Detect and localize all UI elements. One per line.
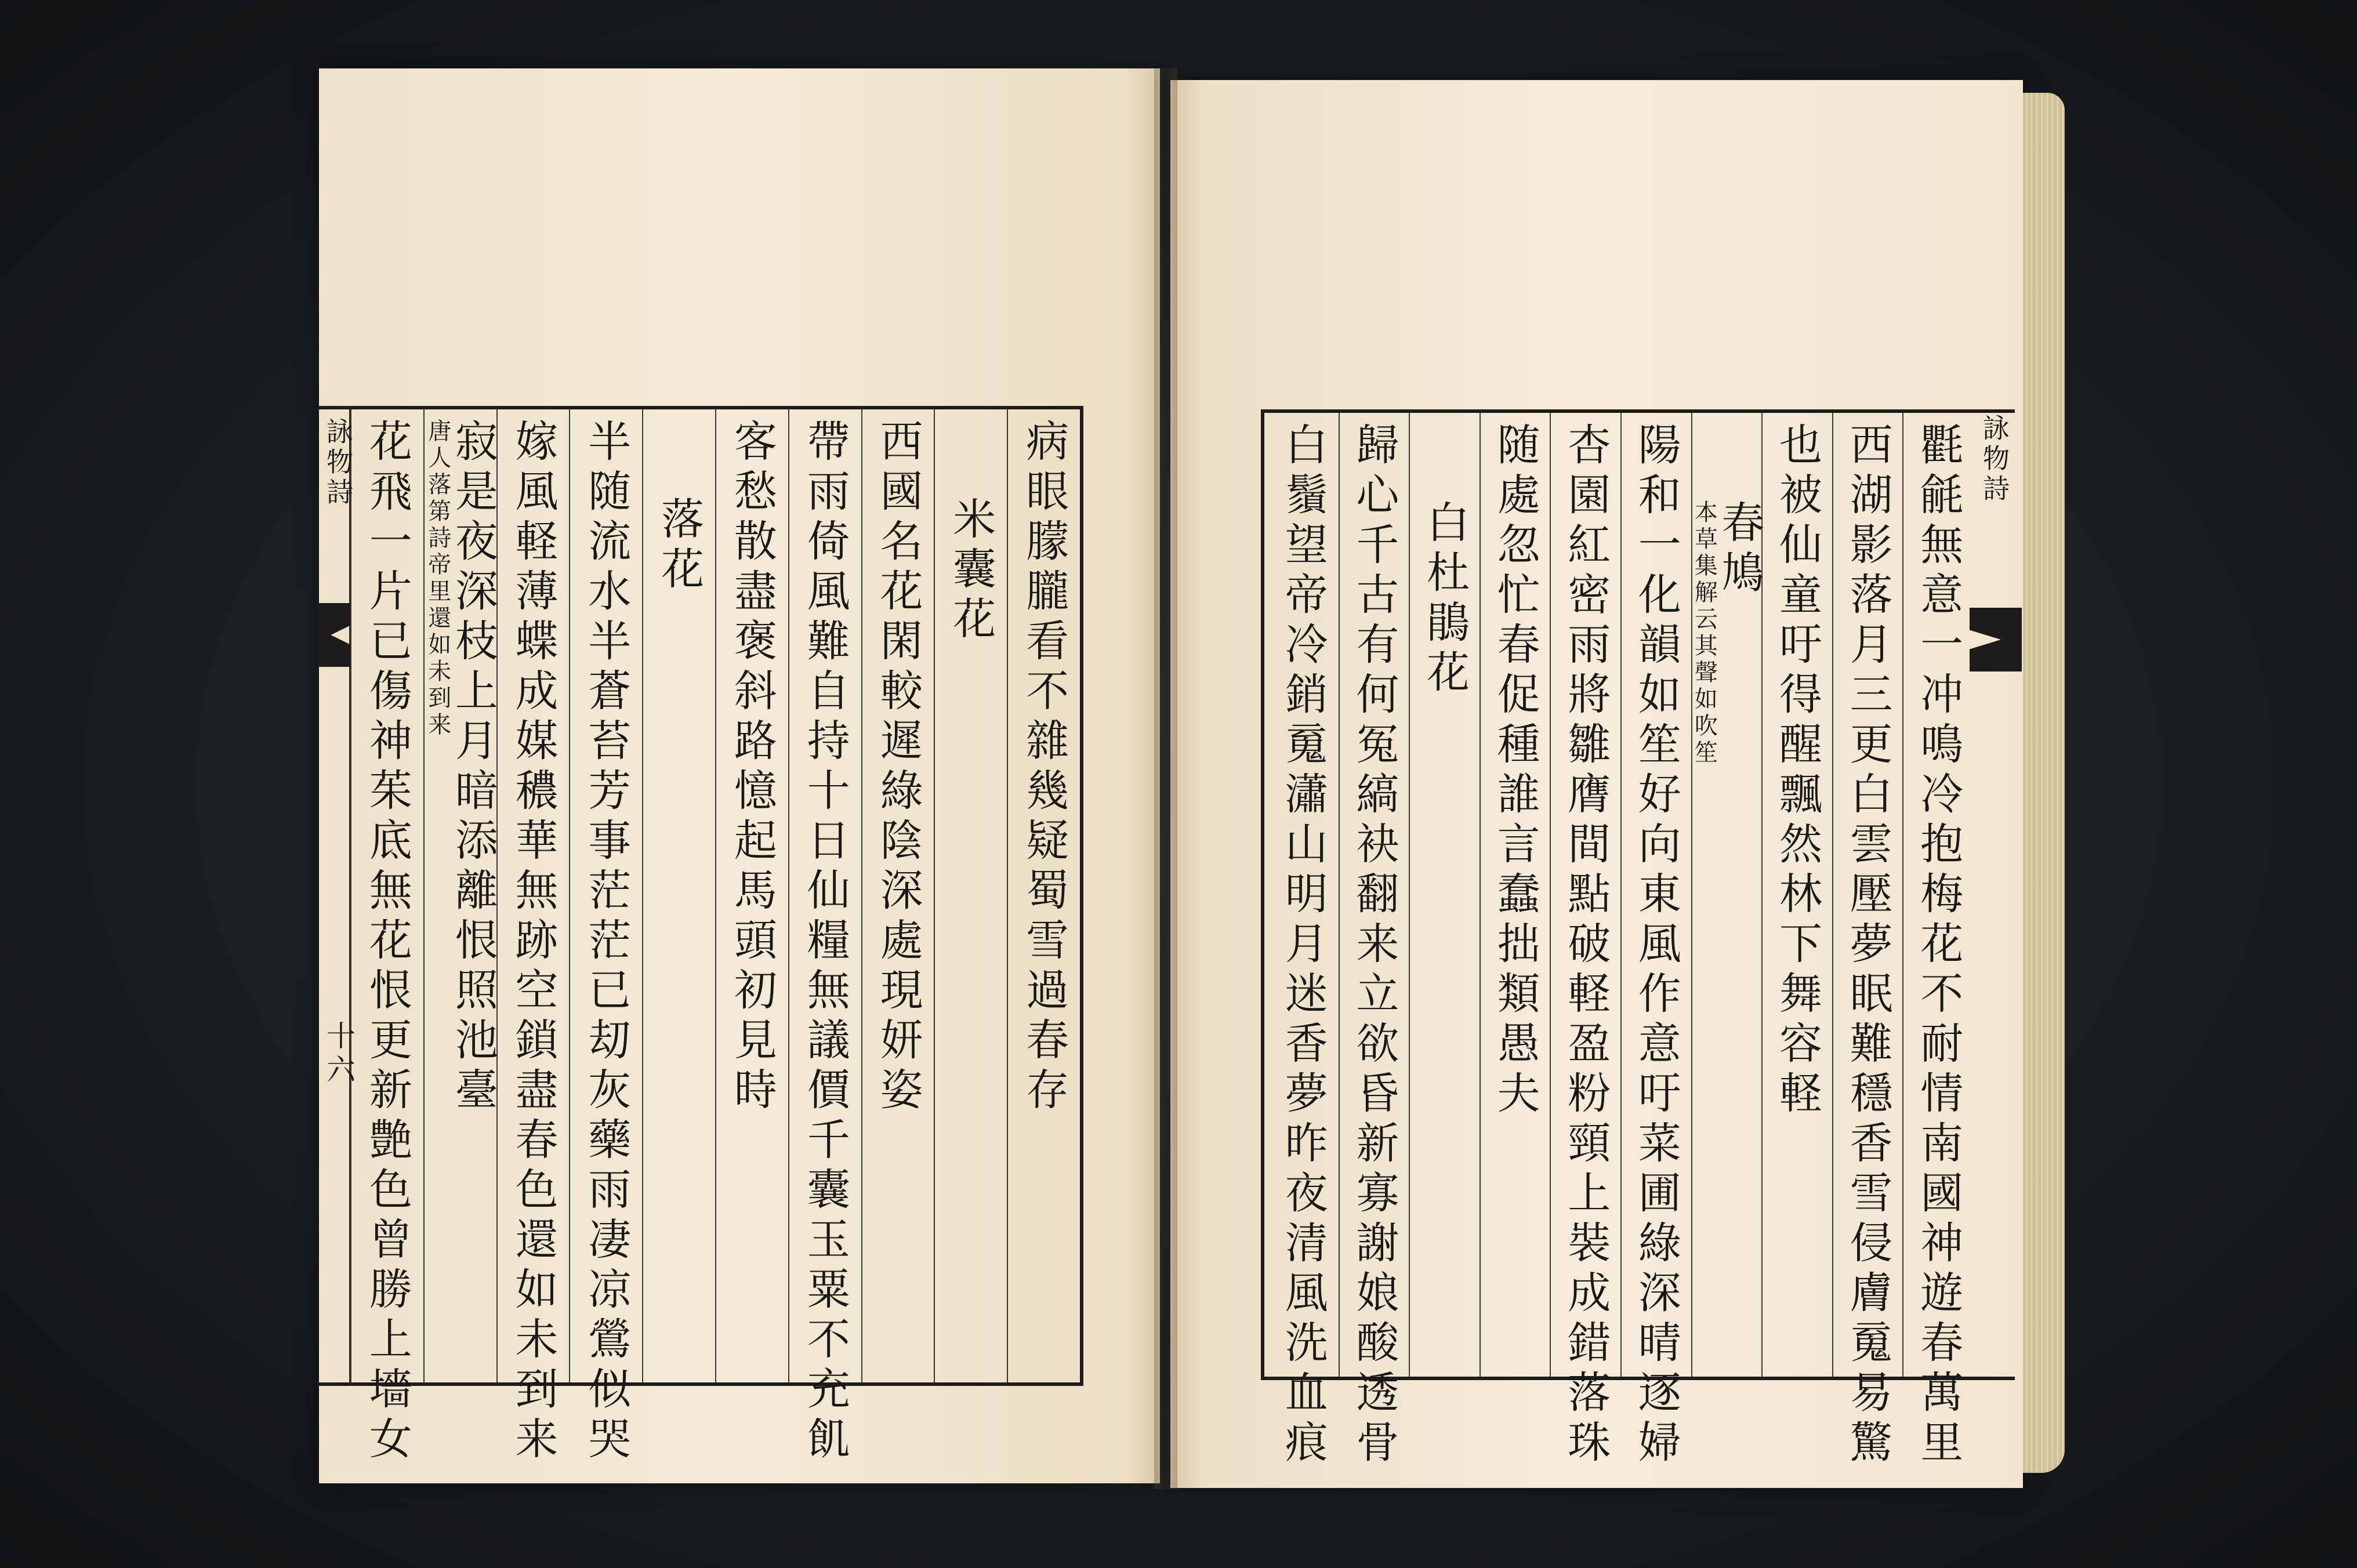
right-page-column (1480, 413, 1550, 1377)
poem-line: 随處忽忙春促種誰言蠢拙類愚夫 (1490, 422, 1540, 1120)
right-page-column (1691, 413, 1765, 1377)
left-page-column-content (508, 409, 559, 1466)
annotation-note-wrap (1691, 500, 1718, 767)
right-page-column (1268, 413, 1339, 1469)
left-page-column (496, 409, 570, 1466)
left-page-column-content (654, 409, 705, 596)
poem-line: 病眼朦朧看不雜幾疑蜀雪過春存 (1019, 419, 1069, 1117)
poem-line: 白鬚望帝冷銷䰟瀟山明月迷香夢昨夜清風洗血痕 (1278, 422, 1328, 1469)
right-page-column-content (1691, 413, 1765, 767)
left-page-column-content (946, 409, 996, 646)
right-page-column (1339, 413, 1409, 1469)
left-page-column (934, 409, 1007, 1382)
poem-line: 也被仙童吁得醒飄然林下舞容軽 (1772, 422, 1822, 1120)
poem-title: 春鳩 (1714, 500, 1765, 600)
poem-line: 歸心千古有何冤縞袂翻来立欲昏新寡謝娘酸透骨 (1349, 422, 1399, 1469)
poem-line: 帶雨倚風難自持十日仙糧無議價千囊玉粟不充飢 (800, 419, 850, 1466)
poem-line: 氍毹無意一冲鳴冷抱梅花不耐情南國神遊春萬里 (1913, 422, 1964, 1469)
left-page-number: 十六 (322, 1021, 356, 1088)
right-page-column (1550, 413, 1620, 1469)
right-page-column (1761, 413, 1832, 1377)
poem-line: 陽和一化韻如笙好向東風作意吁菜圃綠深晴逐婦 (1631, 422, 1681, 1469)
left-page-column (788, 409, 861, 1466)
left-page-number-wrap (318, 1021, 356, 1095)
left-page-column (642, 409, 715, 1382)
poem-title: 米囊花 (946, 496, 996, 646)
right-page-column-content (1843, 413, 1893, 1469)
left-page-column-content (362, 409, 412, 1466)
annotation-note: 本草集解云其聲如吹笙 (1691, 500, 1718, 767)
right-page-column-content (1490, 413, 1540, 1120)
right-page-column (1620, 413, 1691, 1469)
left-page-column-content (1019, 409, 1069, 1117)
left-page-column (423, 409, 496, 1382)
right-page-column-content (1278, 413, 1328, 1469)
right-page-column-content (1631, 413, 1681, 1469)
right-text-frame (1261, 409, 2015, 1469)
left-page-column (569, 409, 642, 1466)
poem-line: 嫁風軽薄蝶成媒穠華無跡空鎖盡春色還如未到来 (508, 419, 559, 1466)
left-margin-column (318, 406, 354, 1386)
book-gutter (1154, 68, 1177, 1489)
right-page-column-content (1913, 413, 1964, 1469)
right-page-column-content (1349, 413, 1399, 1469)
poem-title: 落花 (654, 496, 705, 596)
right-page-column (1409, 413, 1480, 1377)
left-margin-title: 詠物詩 (322, 418, 354, 508)
left-text-frame (318, 406, 1083, 1466)
poem-line: 杏園紅密雨將雛膺間點破軽盈粉頸上裝成錯落珠 (1561, 422, 1611, 1469)
left-page-column (861, 409, 934, 1382)
left-page-column-content (581, 409, 632, 1466)
poem-line: 寂是夜深枝上月暗添離恨照池臺 (448, 419, 498, 1117)
poem-line: 西湖影落月三更白雲壓夢眠難穩香雪侵膚䰟易驚 (1843, 422, 1893, 1469)
left-page-column-content (727, 409, 777, 1117)
right-margin-title: 詠物詩 (1979, 414, 2010, 504)
annotation-note: 唐人落第詩帝里還如未到来 (424, 419, 451, 739)
poem-line: 花飛一片已傷神茱底無花恨更新艶色曾勝上墻女 (362, 419, 412, 1466)
right-page-column (1902, 413, 1973, 1469)
left-page-column-content (873, 409, 923, 1117)
show-through-text (580, 151, 633, 346)
left-page-column (1007, 409, 1080, 1382)
right-page-column-content (1772, 413, 1822, 1120)
right-margin-column (1970, 409, 2016, 1380)
poem-line: 客愁散盡褒斜路憶起馬頭初見時 (727, 419, 777, 1117)
left-page-column (715, 409, 788, 1382)
poem-line: 半随流水半蒼苔芳事茫茫已刧灰藥雨凄凉鶯似哭 (581, 419, 632, 1466)
left-page-column-content (424, 409, 498, 1117)
poem-title: 白杜鵑花 (1419, 500, 1470, 699)
annotation-note-wrap (426, 419, 449, 1117)
right-page-column (1832, 413, 1903, 1469)
left-page-column (350, 409, 423, 1466)
right-page-column-content (1561, 413, 1611, 1469)
left-page-column-content (800, 409, 850, 1466)
right-page-column-content (1419, 413, 1470, 699)
poem-line: 西國名花閑較遲綠陰深處現妍姿 (873, 419, 923, 1117)
page-edges (2023, 93, 2065, 1473)
